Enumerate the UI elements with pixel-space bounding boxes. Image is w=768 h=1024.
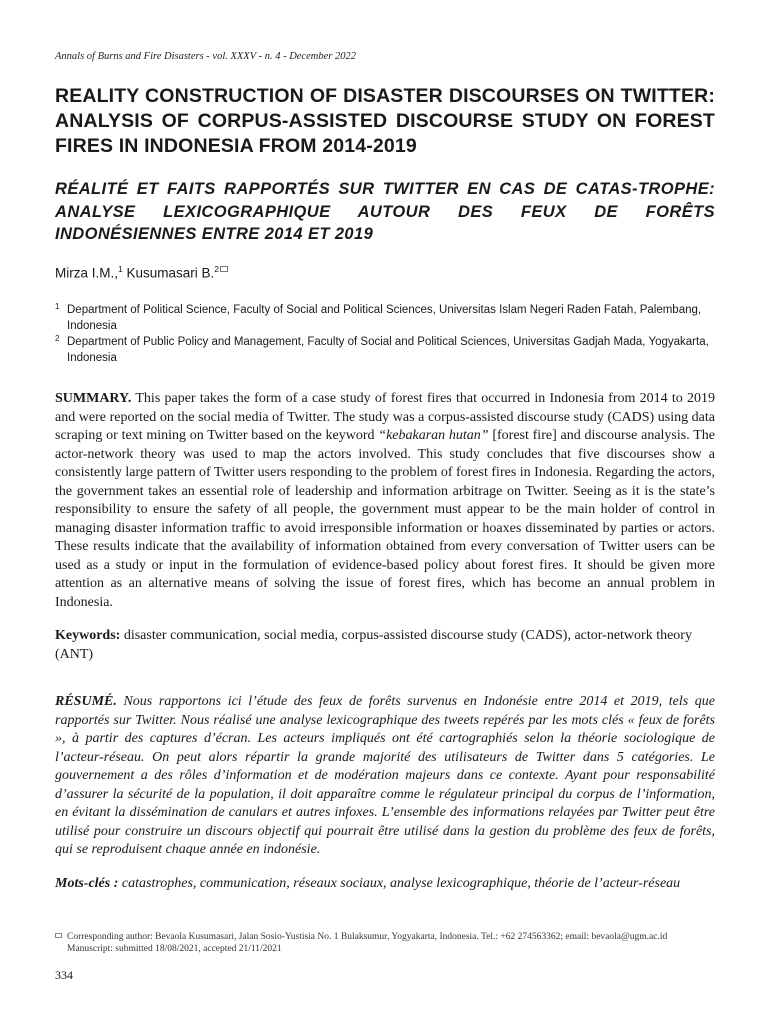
resume-label: RÉSUMÉ. (55, 694, 117, 709)
page-number: 334 (55, 968, 73, 982)
keywords-text: disaster communication, social media, corpus-assisted discourse study (CADS), actor-network theory (ANT) (55, 628, 692, 662)
resume-abstract (55, 693, 715, 860)
footnote (55, 931, 715, 955)
author-line (55, 264, 228, 281)
author-2-affil-marker: 2 (214, 264, 220, 274)
mots-cles (55, 875, 715, 894)
affiliation-2 (55, 334, 715, 366)
article-subtitle-french: RÉALITÉ ET FAITS RAPPORTÉS SUR TWITTER EN CAS DE CATAS-TROPHE: ANALYSE LEXICOGRAPHIQUE AUTOUR DES FEUX DE FORÊTS INDONÉSIENNES ENTRE 2014 ET 2019 (55, 180, 715, 243)
author-2: Kusumasari B. (126, 265, 215, 281)
mots-cles-label: Mots-clés : (55, 876, 119, 891)
affiliation-number: 1 (55, 302, 60, 311)
corresponding-author-text: Corresponding author: Bevaola Kusumasari, Jalan Sosio-Yustisia No. 1 Bulaksumur, Yogyakarta, Indonesia. Tel.: +62 274563362; email: bevaola@ugm.ac.id (67, 932, 668, 942)
affiliations (55, 302, 715, 366)
manuscript-dates: Manuscript: submitted 18/08/2021, accepted 21/11/2021 (67, 944, 282, 954)
summary-text-part1: This paper takes the form of a case study of forest fires that occurred in Indonesia from 2014 to 2019 and were reported on the social media of Twitter. The study was a corpus-assisted discourse study (CADS) using data scraping or text mining on Twitter based on the keyword (55, 391, 715, 443)
running-head: Annals of Burns and Fire Disasters - vol. XXXV - n. 4 - December 2022 (55, 51, 356, 62)
author-1-affil-marker: 1 (118, 264, 123, 274)
corresponding-author-note (55, 931, 715, 943)
envelope-icon (220, 266, 228, 272)
keywords-label: Keywords: (55, 628, 121, 643)
summary-text-part2: [forest fire] and discourse analysis. The actor-network theory was used to map the actors involved. This study concludes that five discourses show a consistently large pattern of Twitter users responding to the problem of forest fires in Indonesia. Regarding the actors, the government takes an essential role of leadership and information arbitrage on Twitter. Seeing as it is the state’s responsibility to ensure the safety of all people, the government must appear to be the main holder of control in managing disaster information traffic to avoid irresponsible information or hoaxes disseminated by parties or actors. These results indicate that the availability of information obtained from every conversation of Twitter users can be used as a study or input in the formulation of evidence-based policy about forest fires. It should be given more attention as an alternative means of solving the issue of forest fires, which has become an annual problem in Indonesia. (55, 428, 715, 610)
envelope-icon (55, 933, 62, 938)
summary-keyword: “kebakaran hutan” (378, 428, 489, 443)
summary-abstract (55, 390, 715, 612)
affiliation-number: 2 (55, 334, 60, 343)
keywords (55, 627, 715, 664)
affiliation-text: Department of Political Science, Faculty of Social and Political Sciences, Universitas Islam Negeri Raden Fatah, Palembang, Indonesia (67, 304, 702, 332)
article-title: REALITY CONSTRUCTION OF DISASTER DISCOURSES ON TWITTER: ANALYSIS OF CORPUS-ASSISTED DISCOURSE STUDY ON FOREST FIRES IN INDONESIA FROM 2014-2019 (55, 85, 715, 157)
summary-label: SUMMARY. (55, 391, 132, 406)
resume-text: Nous rapportons ici l’étude des feux de forêts survenus en Indonésie entre 2014 et 2019, tels que rapportés sur Twitter. Nous réalisé une analyse lexicographique des tweets repérés par les mots clés « feux de forêts », à partir des captures d’écran. Les acteurs impliqués ont été cartographiés selon la théorie sociologique de l’acteur-réseau. On peut alors répartir la grande majorité des utilisateurs de Twitter dans 5 catégories. Le gouvernement a des rôles d’information et de modération majeurs dans ce contexte. Ayant pour responsabilité d’assurer la sécurité de la population, il doit apparaître comme le régulateur principal du corpus de l’information, en évitant la dissémination de canulars et autres infoxes. L’ensemble des informations relayées par Twitter peut être utilisé pour construire un discours objectif qui pourrait être utilisé dans la gestion du problème des feux de forêts, qui se reproduisent chaque année en indonésie. (55, 694, 716, 857)
mots-cles-text: catastrophes, communication, réseaux sociaux, analyse lexicographique, théorie de l’acteur-réseau (121, 876, 681, 891)
affiliation-1 (55, 302, 715, 334)
affiliation-text: Department of Public Policy and Management, Faculty of Social and Political Sciences, Universitas Gadjah Mada, Yogyakarta, Indonesia (67, 336, 709, 364)
author-1: Mirza I.M., (55, 265, 118, 281)
